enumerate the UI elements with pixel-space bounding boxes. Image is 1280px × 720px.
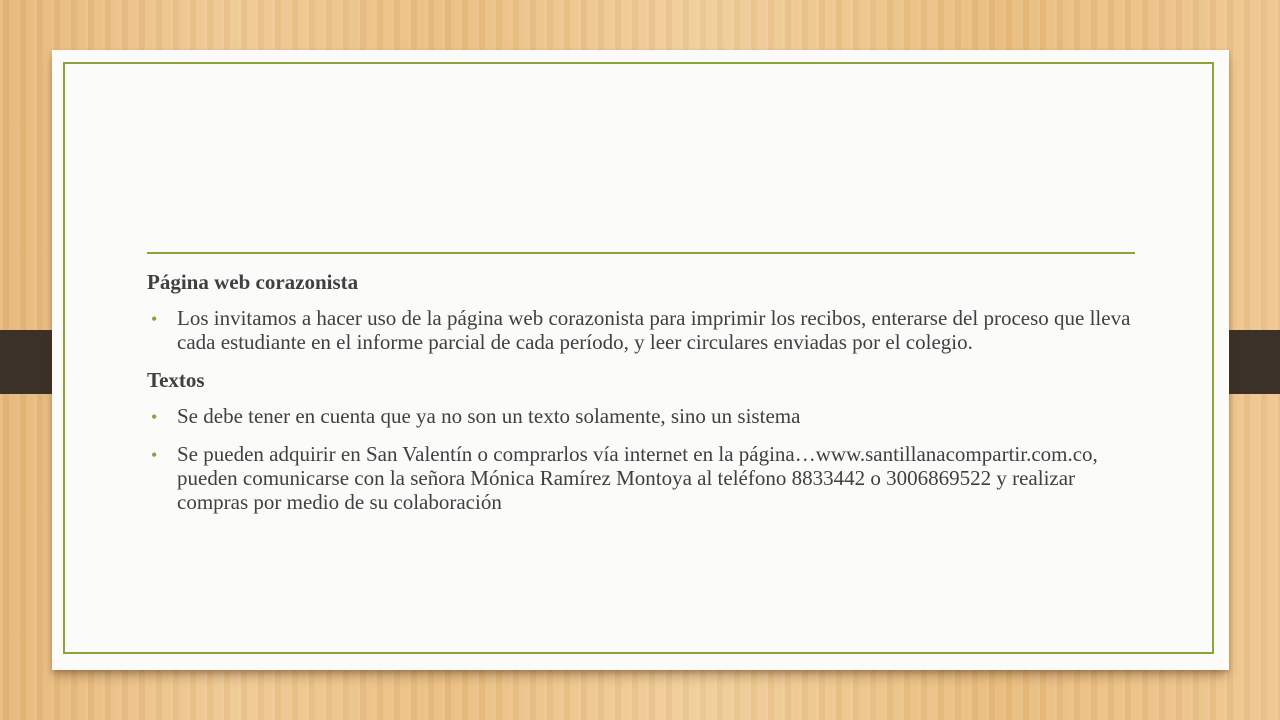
bullet-icon: • bbox=[151, 407, 158, 427]
list-item bbox=[147, 306, 1147, 354]
slide-card bbox=[52, 50, 1229, 670]
title-divider bbox=[147, 252, 1135, 254]
section-heading-website: Página web corazonista bbox=[147, 270, 359, 294]
bullet-icon: • bbox=[151, 309, 158, 329]
bullet-icon: • bbox=[151, 445, 158, 465]
bullet-list-textos bbox=[147, 404, 1147, 514]
bullet-text: Los invitamos a hacer uso de la página web corazonista para imprimir los recibos, enterarse del proceso que lleva cada estudiante en el informe parcial de cada período, y leer circulares enviadas por el colegio. bbox=[177, 306, 1131, 354]
bullet-list-website bbox=[147, 306, 1147, 354]
list-item bbox=[147, 404, 1147, 428]
list-item bbox=[147, 442, 1147, 514]
slide-content bbox=[147, 270, 1147, 528]
section-heading-textos: Textos bbox=[147, 368, 205, 392]
bullet-text: Se debe tener en cuenta que ya no son un texto solamente, sino un sistema bbox=[177, 404, 801, 428]
bullet-text: Se pueden adquirir en San Valentín o comprarlos vía internet en la página…www.santillanacompartir.com.co, pueden comunicarse con la señora Mónica Ramírez Montoya al teléfono 8833442 o 3006869522 y realizar compras por medio de su colaboración bbox=[177, 442, 1098, 514]
